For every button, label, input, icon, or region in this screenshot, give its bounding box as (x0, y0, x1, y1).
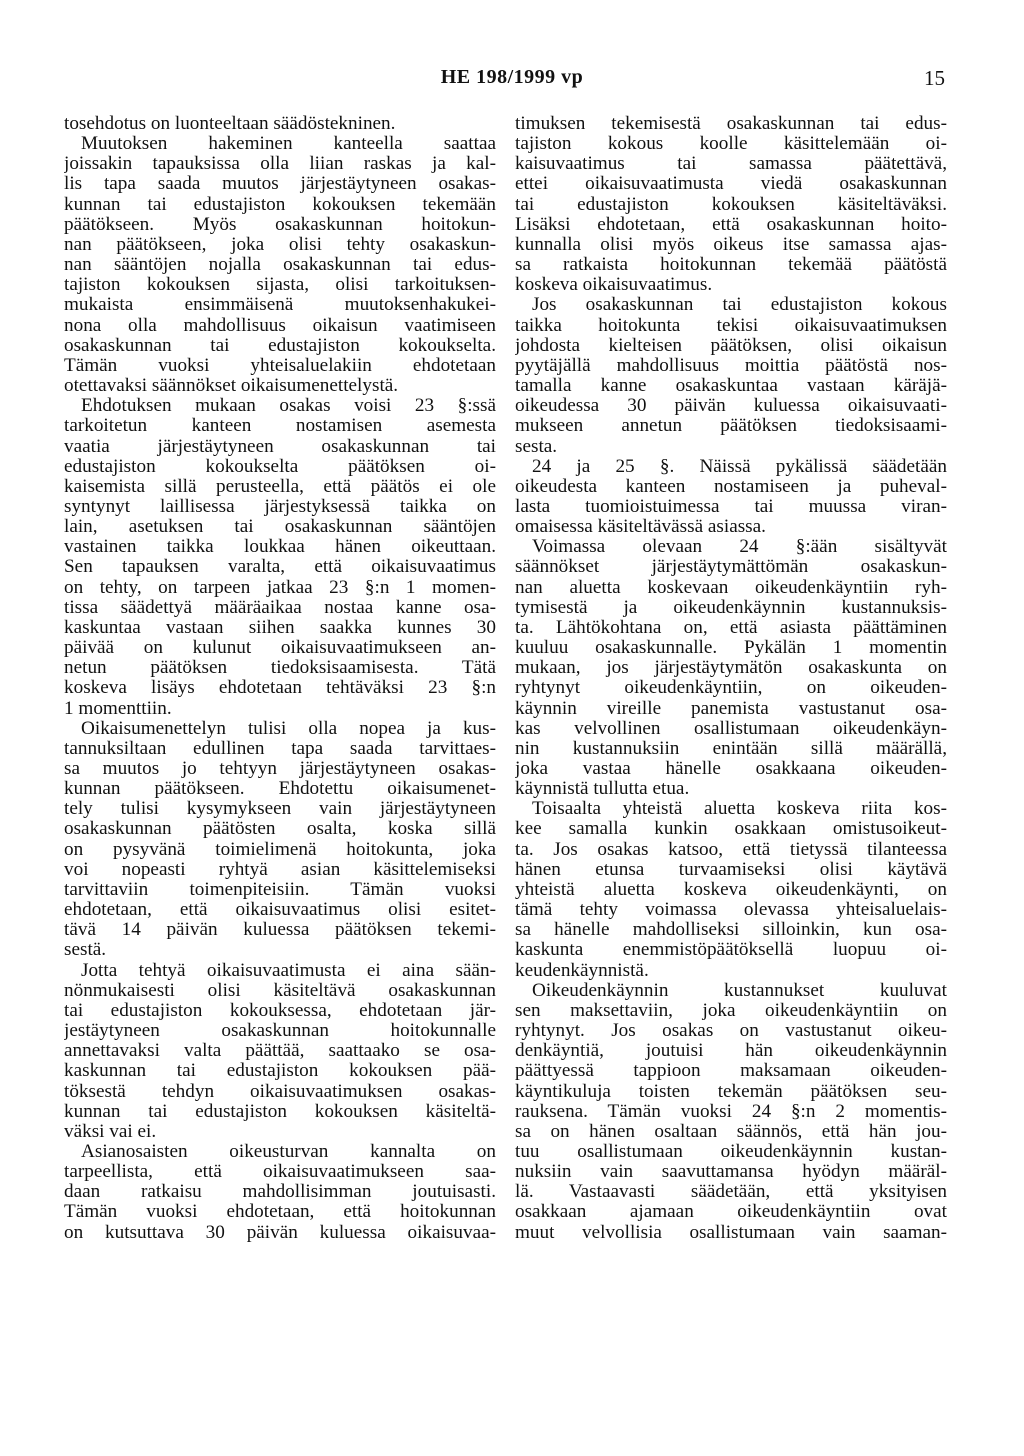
text-line: on tehty, on tarpeen jatkaa 23 §:n 1 momen- (64, 577, 496, 598)
text-line: kee samalla kunkin osakkaan omistusoikeut- (515, 819, 947, 840)
text-line: Voimassa olevaan 24 §:ään sisältyvät (532, 537, 947, 558)
text-line: koskeva oikaisuvaatimus. (515, 275, 713, 296)
text-line: ettei oikaisuvaatimusta viedä osakaskunnan (515, 174, 947, 195)
text-line: käynnistä tullutta etua. (515, 779, 690, 800)
text-line: taikka hoitokunta tekisi oikaisuvaatimuksen (515, 315, 947, 336)
document-id: HE 198/1999 vp (440, 66, 584, 88)
text-line: yhteistä aluetta koskeva oikeudenkäynti, on (515, 879, 947, 900)
right-text-column (515, 114, 947, 1243)
text-line: tämä tehty voimassa olevassa yhteisaluelais- (515, 900, 947, 921)
text-line: nan aluetta koskevaan oikeudenkäyntiin ryh- (515, 577, 947, 598)
text-line: Sen tapauksen varalta, että oikaisuvaatimus (64, 557, 496, 578)
text-line: osakaskunnan tai edustajiston kokoukselta. (64, 335, 496, 356)
text-line: oikeudessa 30 päivän kuluessa oikaisuvaati- (515, 396, 947, 417)
text-line: omaisessa käsiteltävässä asiassa. (515, 517, 766, 538)
page-number: 15 (924, 66, 945, 90)
text-line: Jos osakaskunnan tai edustajiston kokous (532, 295, 947, 316)
text-line: nan sääntöjen nojalla osakaskunnan tai edus- (64, 255, 496, 276)
text-line: kunnalla olisi myös oikeus itse samassa ajas- (515, 234, 947, 255)
text-line: säännökset järjestäytymättömän osakaskun- (515, 557, 947, 578)
text-line: hänen etunsa turvaamiseksi olisi käytävä (515, 859, 947, 880)
text-line: ryhtynyt. Jos osakas on vastustanut oikeu- (515, 1021, 947, 1042)
text-line: sa ratkaista hoitokunnan tekemää päätöstä (515, 255, 947, 276)
text-line: sa muutos jo tehtyyn järjestäytyneen osakas- (64, 759, 496, 779)
text-line: töksestä tehdyn oikaisuvaatimuksen osakas- (64, 1081, 496, 1102)
text-line: osakkaan ajamaan oikeudenkäyntiin ovat (515, 1202, 947, 1223)
text-line: tymisestä ja oikeudenkäynnin kustannuksis- (515, 597, 947, 618)
text-line: sen maksettaviin, joka oikeudenkäyntiin on (515, 1000, 947, 1021)
text-line: 1 momenttiin. (64, 698, 172, 719)
text-line: Oikeudenkäynnin kustannukset kuuluvat (532, 980, 947, 1001)
text-line: Lisäksi ehdotetaan, että osakaskunnan hoito- (515, 214, 947, 235)
text-line: tarpeellista, että oikaisuvaatimukseen saa- (64, 1162, 496, 1183)
text-line: oikeudesta kanteen nostamiseen ja puheval- (515, 476, 947, 497)
text-line: päätökseen. Myös osakaskunnan hoitokun- (64, 214, 496, 235)
text-line: tannuksiltaan edullinen tapa saada tarvittaes- (64, 738, 496, 759)
text-line: sestä. (64, 940, 107, 961)
text-line: on pysyvänä toimielimenä hoitokunta, joka (64, 839, 496, 860)
text-line: käyntikuluja toisten tekemän päätöksen seu- (515, 1081, 947, 1102)
text-line: päättyessä tappioon maksamaan oikeuden- (515, 1061, 947, 1082)
text-line: nuksiin vain saavuttamansa hyödyn määräl- (515, 1162, 947, 1183)
text-line: on kutsuttava 30 päivän kuluessa oikaisuvaa- (64, 1222, 496, 1243)
text-line: lä. Vastaavasti säädetään, että yksityisen (515, 1182, 947, 1203)
text-line: denkäyntiä, joutuisi hän oikeudenkäynnin (515, 1041, 947, 1062)
text-line: Toisaalta yhteistä aluetta koskeva riita kos- (532, 799, 947, 820)
text-line: tajiston kokouksen sijasta, olisi tarkoituksen- (64, 275, 496, 296)
text-line: kunnan tai edustajiston kokouksen tekemään (64, 194, 496, 215)
text-line: pyytäjällä mahdollisuus moittia päätöstä nos- (515, 355, 947, 376)
text-line: tamalla kanne osakaskuntaa vastaan käräjä- (515, 376, 947, 397)
text-line: kaskunta enemmistöpäätöksellä luopuu oi- (515, 940, 947, 961)
text-line: Asianosaisten oikeusturvan kannalta on (81, 1141, 496, 1162)
text-line: timuksen tekemisestä osakaskunnan tai edus- (515, 114, 947, 134)
text-line: keudenkäynnistä. (515, 960, 649, 981)
text-line: nan päätökseen, joka olisi tehty osakaskun- (64, 234, 496, 255)
text-line: sa hänelle mahdolliseksi silloinkin, kun osa- (515, 920, 947, 941)
text-line: kaisuvaatimus tai samassa päätettävä, (515, 154, 947, 175)
text-line: nona olla mahdollisuus oikaisun vaatimiseen (64, 315, 496, 336)
text-line: ta. Lähtökohtana on, että asiasta päättäminen (515, 617, 947, 638)
text-line: Jotta tehtyä oikaisuvaatimusta ei aina sään- (81, 960, 496, 981)
text-line: ryhtynyt oikeudenkäyntiin, on oikeuden- (515, 678, 947, 699)
left-text-column (64, 114, 496, 1243)
text-line: tely tulisi kysymykseen vain järjestäytyneen (64, 799, 496, 820)
text-line: kaskunnan tai edustajiston kokouksen pää- (64, 1061, 496, 1082)
text-line: tarvittaviin toimenpiteisiin. Tämän vuoksi (64, 879, 496, 900)
text-line: Tämän vuoksi yhteisaluelakiin ehdotetaan (64, 355, 496, 376)
text-line: tai edustajiston kokouksen käsiteltäväksi. (515, 194, 947, 215)
text-line: lain, asetuksen tai osakaskunnan sääntöjen (64, 517, 496, 538)
text-line: lasta tuomioistuimessa tai muussa viran- (515, 496, 947, 517)
text-line: tosehdotus on luonteeltaan säädöstekninen. (64, 114, 396, 134)
text-line: edustajiston kokoukselta päätöksen oi- (64, 456, 496, 477)
page-header (0, 66, 1024, 96)
text-line: joissakin tapauksissa olla liian raskas ja kal- (64, 154, 496, 175)
text-line: ta. Jos osakas katsoo, että tietyssä tilanteessa (515, 839, 947, 860)
text-line: nin kustannuksiin enintään sillä määrällä, (515, 738, 947, 759)
text-line: netun päätöksen tiedoksisaamisesta. Tätä (64, 658, 496, 679)
text-line: osakaskunnan päätösten osalta, koska sillä (64, 819, 496, 840)
text-line: ehdotetaan, että oikaisuvaatimus olisi esitet- (64, 900, 496, 921)
text-line: tai edustajiston kokouksessa, ehdotetaan jär- (64, 1000, 496, 1021)
text-line: voi nopeasti ryhtyä asian käsittelemiseksi (64, 859, 496, 880)
text-line: kuuluu osakaskunnalle. Pykälän 1 momentin (515, 638, 947, 659)
text-line: daan ratkaisu mahdollisimman joutuisasti. (64, 1182, 496, 1203)
text-line: jestäytyneen osakaskunnan hoitokunnalle (64, 1021, 496, 1042)
text-line: sesta. (515, 436, 558, 457)
text-line: rauksena. Tämän vuoksi 24 §:n 2 momentis- (515, 1101, 947, 1122)
text-line: otettavaksi säännökset oikaisumenettelystä. (64, 376, 399, 397)
text-line: johdosta kielteisen päätöksen, olisi oikaisun (515, 335, 947, 356)
text-line: tuu osallistumaan oikeudenkäynnin kustan- (515, 1141, 947, 1162)
text-line: mukaista ensimmäisenä muutoksenhakukei- (64, 295, 496, 316)
text-line: joka vastaa hänelle osakkaana oikeuden- (515, 759, 947, 779)
text-line: nönmukaisesti olisi käsiteltävä osakaskunnan (64, 980, 496, 1001)
text-line: päivää on kulunut oikaisuvaatimukseen an- (64, 638, 496, 659)
text-line: lis tapa saada muutos järjestäytyneen osakas- (64, 174, 496, 195)
text-line: tissa säädettyä määräaikaa nostaa kanne osa- (64, 597, 496, 618)
text-line: kaskuntaa vastaan siihen saakka kunnes 30 (64, 617, 496, 638)
text-line: 24 ja 25 §. Näissä pykälissä säädetään (532, 456, 947, 477)
text-line: käynnin vireille panemista vastustanut osa- (515, 698, 947, 719)
text-line: mukseen annetun päätöksen tiedoksisaami- (515, 416, 947, 437)
text-line: kas velvollinen osallistumaan oikeudenkäyn- (515, 718, 947, 739)
text-line: vastainen taikka loukkaa hänen oikeuttaan. (64, 537, 496, 558)
text-line: tajiston kokous koolle käsittelemään oi- (515, 134, 947, 155)
text-line: kunnan tai edustajiston kokouksen käsiteltä- (64, 1101, 496, 1122)
text-line: Oikaisumenettelyn tulisi olla nopea ja kus- (81, 718, 496, 739)
text-line: mukaan, jos järjestäytymätön osakaskunta on (515, 658, 947, 679)
text-line: vaatia järjestäytyneen osakaskunnan tai (64, 436, 496, 457)
text-line: annettavaksi valta päättää, saattaako se osa- (64, 1041, 496, 1062)
text-line: tarkoitetun kanteen nostamisen asemesta (64, 416, 496, 437)
text-line: tävä 14 päivän kuluessa päätöksen tekemi- (64, 920, 496, 941)
text-line: kunnan päätökseen. Ehdotettu oikaisumenet- (64, 779, 496, 800)
text-line: syntynyt laillisessa järjestyksessä taikka on (64, 496, 496, 517)
text-line: Ehdotuksen mukaan osakas voisi 23 §:ssä (81, 396, 496, 417)
text-line: koskeva lisäys ehdotetaan tehtäväksi 23 §:n (64, 678, 496, 699)
text-line: Muutoksen hakeminen kanteella saattaa (81, 134, 496, 155)
text-line: sa on hänen osaltaan säännös, että hän jou- (515, 1121, 947, 1142)
text-line: muut velvollisia osallistumaan vain saaman- (515, 1222, 947, 1243)
text-line: kaisemista sillä perusteella, että päätös ei ole (64, 476, 496, 497)
text-line: väksi vai ei. (64, 1121, 157, 1142)
text-line: Tämän vuoksi ehdotetaan, että hoitokunnan (64, 1202, 496, 1223)
